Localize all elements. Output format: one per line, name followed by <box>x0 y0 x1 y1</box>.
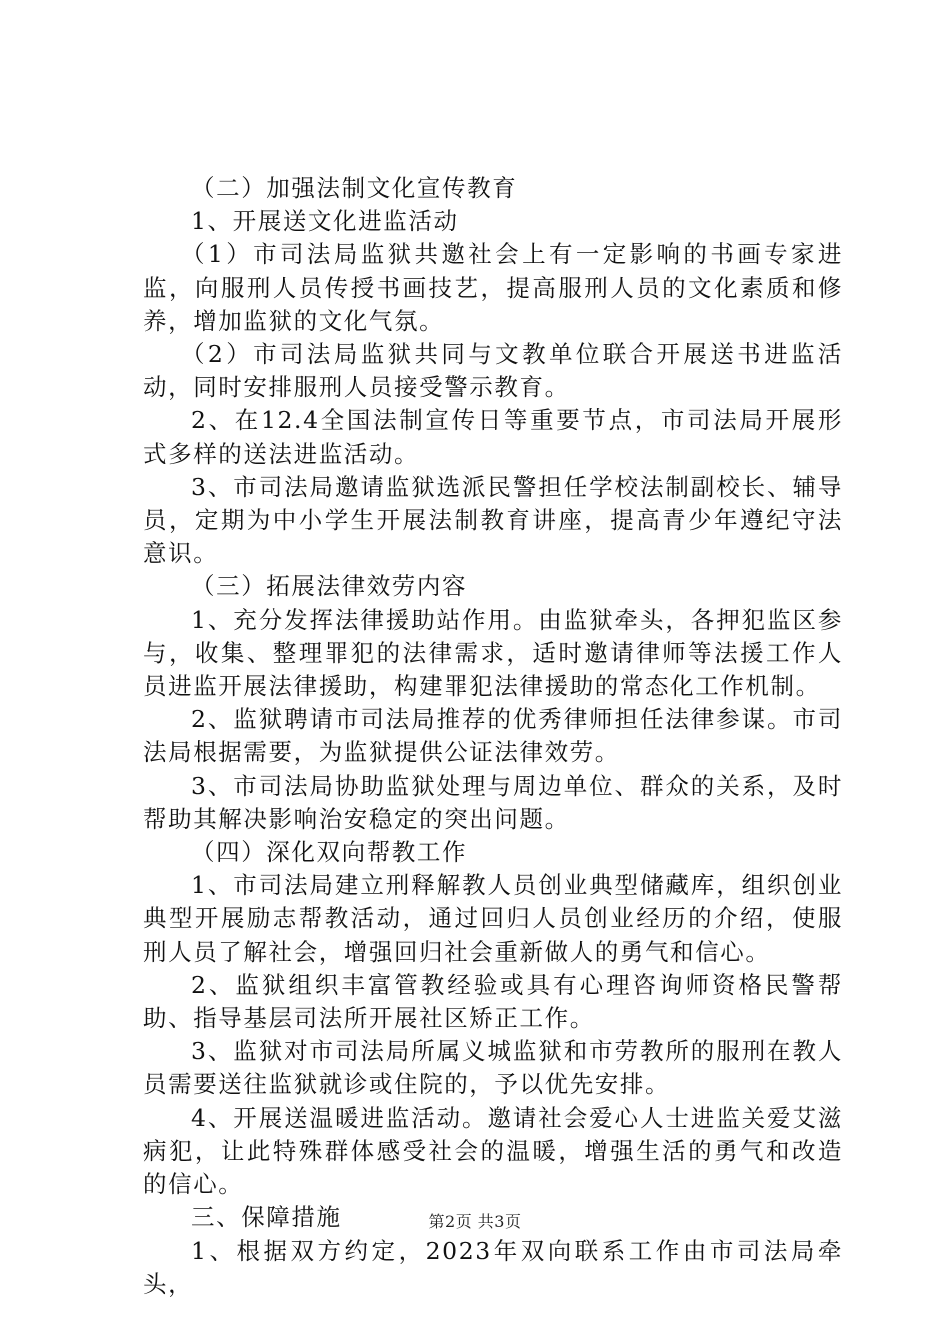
paragraph: 3、市司法局协助监狱处理与周边单位、群众的关系，及时帮助其解决影响治安稳定的突出问题。 <box>143 771 843 833</box>
document-body <box>143 172 843 1301</box>
paragraph: 3、监狱对市司法局所属义城监狱和市劳教所的服刑在教人员需要送往监狱就诊或住院的，予以优先安排。 <box>143 1037 843 1099</box>
paragraph: 2、监狱组织丰富管教经验或具有心理咨询师资格民警帮助、指导基层司法所开展社区矫正工作。 <box>143 970 843 1033</box>
paragraph: 1、开展送文化进监活动 <box>191 207 459 236</box>
section-heading-4: （四）深化双向帮教工作 <box>191 838 468 867</box>
paragraph: 3、市司法局邀请监狱选派民警担任学校法制副校长、辅导员，定期为中小学生开展法制教育讲座，提高青少年遵纪守法意识。 <box>143 472 843 568</box>
paragraph: 2、在12.4全国法制宣传日等重要节点，市司法局开展形式多样的送法进监活动。 <box>143 406 843 468</box>
paragraph: 1、根据双方约定，2023年双向联系工作由市司法局牵头， <box>143 1236 843 1298</box>
section-heading-2: （二）加强法制文化宣传教育 <box>191 174 518 202</box>
paragraph: 1、充分发挥法律援助站作用。由监狱牵头，各押犯监区参与，收集、整理罪犯的法律需求，适时邀请律师等法援工作人员进监开展法律援助，构建罪犯法律援助的常态化工作机制。 <box>143 605 843 701</box>
page-number-footer: 第2页 共3页 <box>428 1212 522 1231</box>
section-heading-3: （三）拓展法律效劳内容 <box>191 572 468 601</box>
section-heading-guarantee: 三、保障措施 <box>191 1203 342 1232</box>
paragraph: 1、市司法局建立刑释解教人员创业典型储藏库，组织创业典型开展励志帮教活动，通过回归人员创业经历的介绍，使服刑人员了解社会，增强回归社会重新做人的勇气和信心。 <box>143 871 843 966</box>
paragraph: （1）市司法局监狱共邀社会上有一定影响的书画专家进监，向服刑人员传授书画技艺，提高服刑人员的文化素质和修养，增加监狱的文化气氛。 <box>143 240 843 335</box>
paragraph: 2、监狱聘请市司法局推荐的优秀律师担任法律参谋。市司法局根据需要，为监狱提供公证法律效劳。 <box>143 705 843 767</box>
paragraph: （2）市司法局监狱共同与文教单位联合开展送书进监活动，同时安排服刑人员接受警示教育。 <box>143 340 843 402</box>
paragraph: 4、开展送温暖进监活动。邀请社会爱心人士进监关爱艾滋病犯，让此特殊群体感受社会的温暖，增强生活的勇气和改造的信心。 <box>143 1103 843 1199</box>
